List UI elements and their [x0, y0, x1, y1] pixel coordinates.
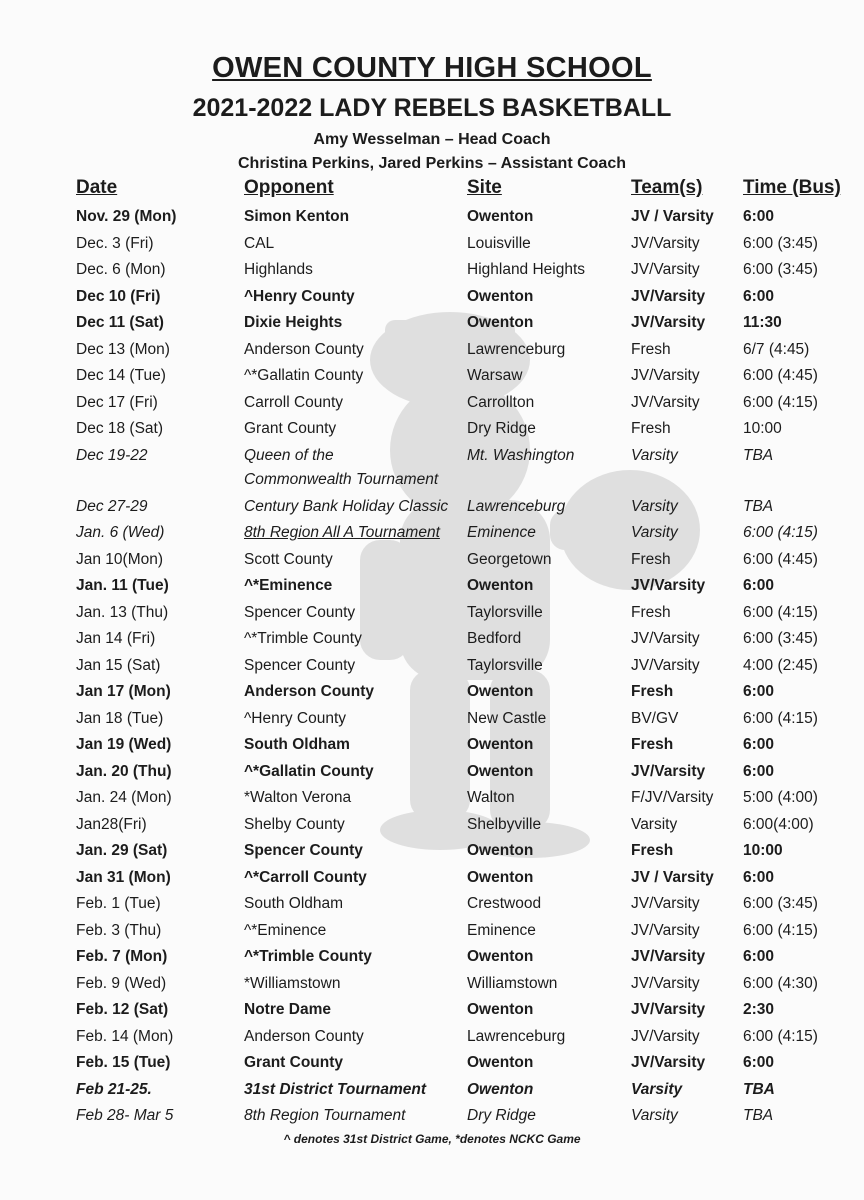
- game-opponent: Spencer County: [244, 603, 356, 621]
- game-site: Walton: [467, 789, 515, 806]
- game-opponent: Scott County: [244, 550, 333, 568]
- game-opponent: Shelby County: [244, 815, 345, 833]
- game-teams: Varsity: [631, 446, 678, 464]
- game-time: 6:00: [743, 948, 775, 965]
- game-date: Feb. 1 (Tue): [76, 895, 161, 912]
- game-time: TBA: [743, 1080, 775, 1098]
- game-opponent: ^*Trimble County: [244, 948, 372, 965]
- game-site: Owenton: [467, 948, 534, 965]
- game-opponent: ^Henry County: [244, 709, 347, 727]
- game-time: 6:00 (4:30): [743, 974, 818, 992]
- game-opponent: 31st District Tournament: [244, 1080, 427, 1098]
- game-opponent: Grant County: [244, 1054, 344, 1071]
- game-opponent: ^*Trimble County: [244, 630, 362, 647]
- game-date: Jan. 11 (Tue): [76, 577, 169, 594]
- game-opponent: Notre Dame: [244, 1001, 331, 1018]
- game-opponent: Spencer County: [244, 656, 356, 674]
- game-site: Eminence: [467, 524, 536, 541]
- game-site: Dry Ridge: [467, 1107, 536, 1124]
- game-opponent: Highlands: [244, 261, 313, 278]
- game-site: Owenton: [467, 842, 534, 859]
- game-opponent: ^*Gallatin County: [244, 762, 374, 780]
- game-time: 11:30: [743, 314, 782, 331]
- game-site: Warsaw: [467, 367, 523, 384]
- game-teams: Varsity: [631, 524, 678, 541]
- game-site: Owenton: [467, 1054, 534, 1071]
- table-row: [0, 494, 864, 521]
- game-teams: JV/Varsity: [631, 234, 700, 252]
- game-site: Carrollton: [467, 393, 535, 411]
- game-teams: JV / Varsity: [631, 208, 714, 225]
- col-time: Time (Bus): [743, 177, 841, 198]
- game-date: Dec 11 (Sat): [76, 314, 164, 331]
- table-row: [0, 1024, 864, 1051]
- game-site: Bedford: [467, 630, 522, 647]
- assistant-coach: Christina Perkins, Jared Perkins – Assistant Coach: [237, 155, 626, 172]
- game-teams: JV/Varsity: [631, 895, 700, 912]
- game-time: TBA: [743, 1107, 774, 1124]
- game-time: 6:00: [743, 208, 775, 225]
- game-opponent: South Oldham: [244, 736, 350, 753]
- game-opponent: ^*Eminence: [244, 577, 333, 594]
- game-time: 6:00 (4:45): [743, 550, 818, 568]
- game-teams: JV / Varsity: [631, 868, 714, 886]
- game-teams: Varsity: [631, 497, 678, 515]
- game-site: Louisville: [467, 234, 531, 252]
- game-opponent: ^Henry County: [244, 287, 355, 305]
- game-time: 6:00: [743, 868, 775, 886]
- table-row: [0, 679, 864, 706]
- game-opponent: *Williamstown: [244, 974, 341, 992]
- game-date: Dec 27-29: [76, 497, 148, 515]
- table-row: [0, 547, 864, 574]
- game-teams: Fresh: [631, 683, 674, 700]
- game-date: Dec 19-22: [76, 446, 148, 464]
- game-site: Owenton: [467, 314, 534, 331]
- game-date: Jan 10(Mon): [76, 550, 164, 568]
- game-date: Feb 28- Mar 5: [76, 1107, 174, 1124]
- table-row: [0, 337, 864, 364]
- table-row: [0, 1103, 864, 1130]
- game-teams: Fresh: [631, 842, 674, 859]
- game-date: Jan. 6 (Wed): [76, 524, 165, 541]
- game-date: Jan 18 (Tue): [76, 709, 164, 727]
- game-site: Owenton: [467, 208, 534, 225]
- game-date: Jan28(Fri): [76, 815, 147, 833]
- game-date: Feb. 3 (Thu): [76, 921, 162, 939]
- game-time: 2:30: [743, 1001, 775, 1018]
- game-time: 6/7 (4:45): [743, 340, 810, 358]
- game-date: Jan 14 (Fri): [76, 630, 156, 647]
- table-row: [0, 257, 864, 284]
- game-date: Dec 18 (Sat): [76, 420, 164, 437]
- game-teams: Varsity: [631, 1107, 678, 1124]
- game-site: Georgetown: [467, 550, 552, 568]
- game-time: TBA: [743, 446, 774, 464]
- game-opponent: Century Bank Holiday Classic: [244, 497, 449, 515]
- col-teams: Team(s): [631, 177, 703, 198]
- game-time: 6:00 (4:15): [743, 921, 818, 939]
- col-site: Site: [467, 177, 502, 198]
- game-time: 6:00 (4:15): [743, 709, 818, 727]
- game-site: Owenton: [467, 762, 534, 780]
- game-date: Feb. 15 (Tue): [76, 1054, 171, 1071]
- table-row: [0, 812, 864, 839]
- game-site: Eminence: [467, 921, 536, 939]
- game-time: 6:00 (3:45): [743, 895, 818, 912]
- game-site: Owenton: [467, 736, 534, 753]
- game-time: 6:00 (3:45): [743, 630, 818, 647]
- table-row: [0, 626, 864, 653]
- game-opponent: Carroll County: [244, 393, 344, 411]
- table-row: [0, 759, 864, 786]
- game-opponent: Spencer County: [244, 842, 363, 859]
- game-teams: Fresh: [631, 340, 671, 358]
- game-site: Owenton: [467, 287, 534, 305]
- game-teams: JV/Varsity: [631, 762, 706, 780]
- game-teams: Varsity: [631, 1080, 683, 1098]
- game-time: 6:00: [743, 577, 775, 594]
- game-opponent: ^*Gallatin County: [244, 367, 364, 384]
- table-row: [0, 838, 864, 865]
- game-opponent: Simon Kenton: [244, 208, 350, 225]
- table-row: [0, 944, 864, 971]
- footnote: ^ denotes 31st District Game, *denotes NCKC Game: [283, 1132, 581, 1146]
- table-row: [0, 310, 864, 337]
- game-date: Feb 21-25.: [76, 1080, 152, 1098]
- game-time: 6:00(4:00): [743, 815, 814, 833]
- game-time: 6:00: [743, 762, 775, 780]
- game-date: Feb. 9 (Wed): [76, 974, 167, 992]
- table-row: [0, 971, 864, 998]
- game-opponent: South Oldham: [244, 895, 344, 912]
- game-opponent: *Walton Verona: [244, 789, 352, 806]
- table-row: [0, 443, 864, 494]
- table-row: [0, 918, 864, 945]
- game-time: 10:00: [743, 420, 782, 437]
- table-row: [0, 891, 864, 918]
- game-teams: JV/Varsity: [631, 1027, 700, 1045]
- game-date: Jan. 24 (Mon): [76, 789, 172, 806]
- game-time: TBA: [743, 497, 774, 515]
- table-row: [0, 653, 864, 680]
- game-opponent: Anderson County: [244, 683, 375, 700]
- game-date: Jan 19 (Wed): [76, 736, 172, 753]
- game-site: Dry Ridge: [467, 420, 536, 437]
- game-date: Dec 10 (Fri): [76, 287, 161, 305]
- game-teams: BV/GV: [631, 709, 679, 727]
- table-row: [0, 1050, 864, 1077]
- game-time: 6:00 (4:45): [743, 367, 818, 384]
- table-row: [0, 416, 864, 443]
- game-time: 6:00 (3:45): [743, 234, 818, 252]
- game-time: 6:00 (4:15): [743, 393, 818, 411]
- game-opponent: Dixie Heights: [244, 314, 343, 331]
- table-row: [0, 363, 864, 390]
- school-title: OWEN COUNTY HIGH SCHOOL: [212, 52, 652, 84]
- game-time: 6:00: [743, 287, 775, 305]
- game-teams: JV/Varsity: [631, 393, 700, 411]
- game-teams: JV/Varsity: [631, 656, 700, 674]
- table-row: [0, 600, 864, 627]
- game-date: Jan 31 (Mon): [76, 868, 171, 886]
- game-date: Dec 17 (Fri): [76, 393, 158, 411]
- game-opponent-line2: Commonwealth Tournament: [244, 470, 439, 488]
- game-site: Crestwood: [467, 895, 542, 912]
- game-time: 4:00 (2:45): [743, 656, 818, 674]
- game-time: 5:00 (4:00): [743, 789, 818, 806]
- head-coach: Amy Wesselman – Head Coach: [313, 131, 551, 148]
- game-teams: JV/Varsity: [631, 948, 706, 965]
- col-date: Date: [76, 177, 118, 198]
- game-date: Nov. 29 (Mon): [76, 208, 177, 225]
- game-teams: JV/Varsity: [631, 1054, 706, 1071]
- game-date: Jan. 13 (Thu): [76, 603, 169, 621]
- table-row: [0, 204, 864, 231]
- game-opponent: 8th Region All A Tournament: [244, 524, 440, 541]
- table-row: [0, 520, 864, 547]
- game-teams: F/JV/Varsity: [631, 789, 714, 806]
- game-time: 6:00 (4:15): [743, 603, 818, 621]
- game-time: 6:00: [743, 736, 775, 753]
- game-time: 6:00 (4:15): [743, 1027, 818, 1045]
- game-opponent: ^*Eminence: [244, 921, 327, 939]
- game-site: Taylorsville: [467, 656, 543, 674]
- game-teams: JV/Varsity: [631, 630, 700, 647]
- table-row: [0, 706, 864, 733]
- table-row: [0, 1077, 864, 1104]
- game-time: 6:00: [743, 683, 775, 700]
- game-teams: JV/Varsity: [631, 921, 700, 939]
- game-site: Owenton: [467, 1001, 534, 1018]
- game-site: Shelbyville: [467, 815, 542, 833]
- game-opponent: CAL: [244, 234, 275, 252]
- game-teams: JV/Varsity: [631, 287, 706, 305]
- game-site: Lawrenceburg: [467, 1027, 566, 1045]
- game-date: Dec 13 (Mon): [76, 340, 170, 358]
- game-site: Lawrenceburg: [467, 340, 566, 358]
- game-date: Dec. 6 (Mon): [76, 261, 166, 278]
- game-opponent: 8th Region Tournament: [244, 1107, 406, 1124]
- game-date: Jan 15 (Sat): [76, 656, 161, 674]
- game-site: Taylorsville: [467, 603, 543, 621]
- game-site: Owenton: [467, 868, 534, 886]
- col-opponent: Opponent: [244, 177, 334, 198]
- table-row: [0, 390, 864, 417]
- game-date: Feb. 7 (Mon): [76, 948, 168, 965]
- game-date: Jan. 29 (Sat): [76, 842, 168, 859]
- table-row: [0, 573, 864, 600]
- schedule-table: [0, 204, 864, 1130]
- team-title: 2021-2022 LADY REBELS BASKETBALL: [192, 94, 672, 122]
- game-teams: JV/Varsity: [631, 367, 700, 384]
- game-date: Dec 14 (Tue): [76, 367, 166, 384]
- game-date: Dec. 3 (Fri): [76, 234, 154, 252]
- game-opponent: Anderson County: [244, 340, 364, 358]
- table-row: [0, 732, 864, 759]
- game-opponent: ^*Carroll County: [244, 868, 367, 886]
- game-teams: Fresh: [631, 736, 674, 753]
- game-time: 6:00 (4:15): [743, 524, 818, 541]
- game-site: Owenton: [467, 1080, 534, 1098]
- game-teams: JV/Varsity: [631, 261, 700, 278]
- game-site: Mt. Washington: [467, 446, 575, 464]
- game-opponent: Grant County: [244, 420, 337, 437]
- table-row: [0, 231, 864, 258]
- table-row: [0, 785, 864, 812]
- game-teams: Fresh: [631, 550, 671, 568]
- game-site: Owenton: [467, 577, 534, 594]
- table-row: [0, 865, 864, 892]
- game-site: Lawrenceburg: [467, 497, 566, 515]
- game-date: Feb. 12 (Sat): [76, 1001, 169, 1018]
- game-teams: JV/Varsity: [631, 577, 706, 594]
- game-time: 6:00: [743, 1054, 775, 1071]
- table-row: [0, 284, 864, 311]
- game-date: Jan. 20 (Thu): [76, 762, 172, 780]
- game-site: Owenton: [467, 683, 534, 700]
- column-headers: [0, 177, 864, 203]
- game-teams: Fresh: [631, 420, 671, 437]
- game-teams: JV/Varsity: [631, 314, 706, 331]
- game-site: Highland Heights: [467, 261, 586, 278]
- game-site: New Castle: [467, 709, 547, 727]
- game-teams: JV/Varsity: [631, 974, 700, 992]
- game-date: Feb. 14 (Mon): [76, 1027, 174, 1045]
- game-time: 6:00 (3:45): [743, 261, 818, 278]
- game-time: 10:00: [743, 842, 783, 859]
- game-site: Williamstown: [467, 974, 558, 992]
- game-teams: JV/Varsity: [631, 1001, 706, 1018]
- table-row: [0, 997, 864, 1024]
- game-opponent: Queen of the: [244, 446, 334, 464]
- game-opponent: Anderson County: [244, 1027, 364, 1045]
- game-teams: Fresh: [631, 603, 671, 621]
- game-teams: Varsity: [631, 815, 678, 833]
- game-date: Jan 17 (Mon): [76, 683, 171, 700]
